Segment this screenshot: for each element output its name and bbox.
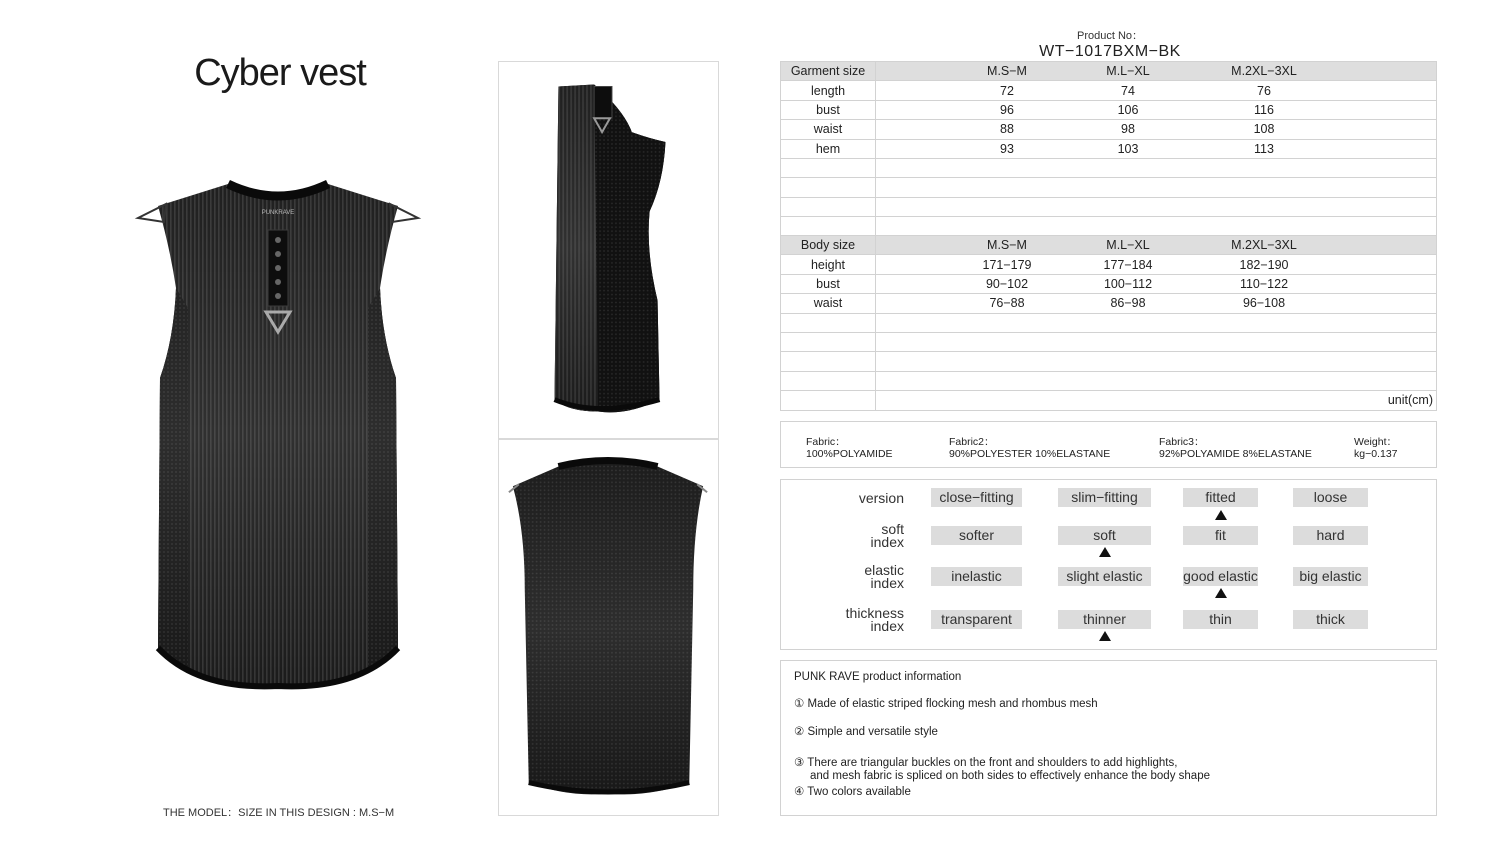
table-header-row [781,236,1437,255]
index-option: loose [1293,488,1368,507]
back-view-panel [498,439,719,816]
column-header: M.2XL−3XL [1231,64,1297,79]
fabric-1-value: 100%POLYAMIDE [806,448,893,460]
weight-label: Weight： [1354,436,1397,448]
garment-size-table [780,61,1437,237]
column-header: M.L−XL [1106,238,1150,253]
info-point-1: ① Made of elastic striped flocking mesh and rhombus mesh [794,698,1098,710]
empty-row [781,352,1437,371]
table-row [781,120,1437,139]
product-number-label: Product No： [1076,30,1144,42]
index-option: slight elastic [1058,567,1151,586]
info-point-4: ④ Two colors available [794,786,911,798]
vest-back-image [499,440,718,815]
fabric-1-label: Fabric： [806,436,846,448]
table-cell: 96 [1000,102,1014,117]
side-view-panel [498,61,719,439]
fabric-3-label: Fabric3： [1159,436,1205,448]
thickness-index-label: thickness index [845,605,904,634]
table-cell: 106 [1117,102,1139,117]
page-title: Cyber vest [194,52,366,94]
table-cell: 116 [1254,102,1274,117]
column-header: M.S−M [987,238,1027,253]
unit-label: unit(cm) [1387,393,1433,408]
table-cell: 90−102 [985,276,1029,291]
row-label: length [781,81,876,100]
weight-value: kg−0.137 [1354,448,1398,460]
table-cell: 171−179 [982,257,1032,272]
table-row [781,255,1437,274]
garment-size-header: Garment size [781,62,876,81]
table-cell: 88 [1000,122,1014,137]
table-cell: 100−112 [1103,276,1153,291]
fabric-3-value: 92%POLYAMIDE 8%ELASTANE [1159,448,1312,460]
column-header: M.L−XL [1106,64,1150,79]
index-option: softer [931,526,1022,545]
table-cell: 86−98 [1110,296,1146,311]
version-row [781,488,1436,518]
table-cell: 93 [1000,141,1014,156]
table-cell: 98 [1121,122,1135,137]
table-row [781,81,1437,100]
row-label: height [781,255,876,274]
table-cell: 74 [1121,83,1135,98]
info-point-2: ② Simple and versatile style [794,726,938,738]
product-number-block [980,27,1240,61]
index-option: fit [1183,526,1258,545]
model-size-note: THE MODEL：SIZE IN THIS DESIGN : M.S−M [163,807,395,819]
vest-front-image [118,178,438,690]
index-option: slim−fitting [1058,488,1151,507]
selected-marker-icon [1099,547,1111,557]
table-cell: 96−108 [1242,296,1286,311]
fabric-info-box [780,421,1437,468]
brand-label: PUNKRAVE [261,210,295,216]
empty-row [781,371,1437,390]
table-row [781,274,1437,293]
table-cell: 76−88 [989,296,1025,311]
index-option: fitted [1183,488,1258,507]
table-cell: 72 [1000,83,1014,98]
info-point-3: ③ There are triangular buckles on the front and shoulders to add highlights, [794,757,1178,769]
index-option: thin [1183,610,1258,629]
table-row [781,139,1437,158]
index-option: hard [1293,526,1368,545]
selected-marker-icon [1099,631,1111,641]
fabric-3 [1159,436,1312,460]
index-option: big elastic [1293,567,1368,586]
body-size-table [780,235,1437,411]
empty-row [781,197,1437,216]
soft-index-label: soft index [870,521,904,550]
column-header: M.S−M [987,64,1027,79]
table-cell: 76 [1257,83,1271,98]
info-point-3-cont: and mesh fabric is spliced on both sides to effectively enhance the body shape [810,770,1210,782]
vest-side-image [499,62,718,438]
table-cell: 108 [1253,122,1275,137]
index-option: soft [1058,526,1151,545]
row-label: hem [781,139,876,158]
index-option: inelastic [931,567,1022,586]
index-option: thinner [1058,610,1151,629]
empty-row [781,313,1437,332]
index-option: transparent [931,610,1022,629]
table-row [781,294,1437,313]
table-cell: 113 [1254,141,1274,156]
table-row [781,100,1437,119]
weight [1354,436,1398,460]
fabric-2-value: 90%POLYESTER 10%ELASTANE [949,448,1111,460]
fit-index-box [780,479,1437,650]
table-cell: 110−122 [1239,276,1289,291]
product-number: WT−1017BXM−BK [1039,43,1181,60]
index-option: thick [1293,610,1368,629]
version-label: version [858,490,904,506]
table-header-row [781,62,1437,81]
index-option: good elastic [1183,568,1258,584]
product-info-box [780,660,1437,816]
table-cell: 103 [1117,141,1139,156]
fabric-2 [949,436,1110,460]
empty-row [781,332,1437,351]
row-label: waist [781,120,876,139]
empty-row [781,217,1437,236]
row-label: bust [781,274,876,293]
empty-row [781,178,1437,197]
product-info-heading: PUNK RAVE product information [794,671,962,683]
empty-row [781,158,1437,177]
thickness-index-row [781,607,1436,637]
elastic-index-row [781,564,1436,594]
unit-row [781,391,1437,410]
table-cell: 177−184 [1103,257,1153,272]
soft-index-row [781,523,1436,553]
fabric-1 [806,436,893,460]
table-cell: 182−190 [1239,257,1289,272]
selected-marker-icon [1215,588,1227,598]
column-header: M.2XL−3XL [1231,238,1297,253]
body-size-header: Body size [781,236,876,255]
index-option: close−fitting [931,488,1022,507]
row-label: waist [781,294,876,313]
fabric-2-label: Fabric2： [949,436,995,448]
row-label: bust [781,100,876,119]
selected-marker-icon [1215,510,1227,520]
elastic-index-label: elastic index [864,562,904,591]
